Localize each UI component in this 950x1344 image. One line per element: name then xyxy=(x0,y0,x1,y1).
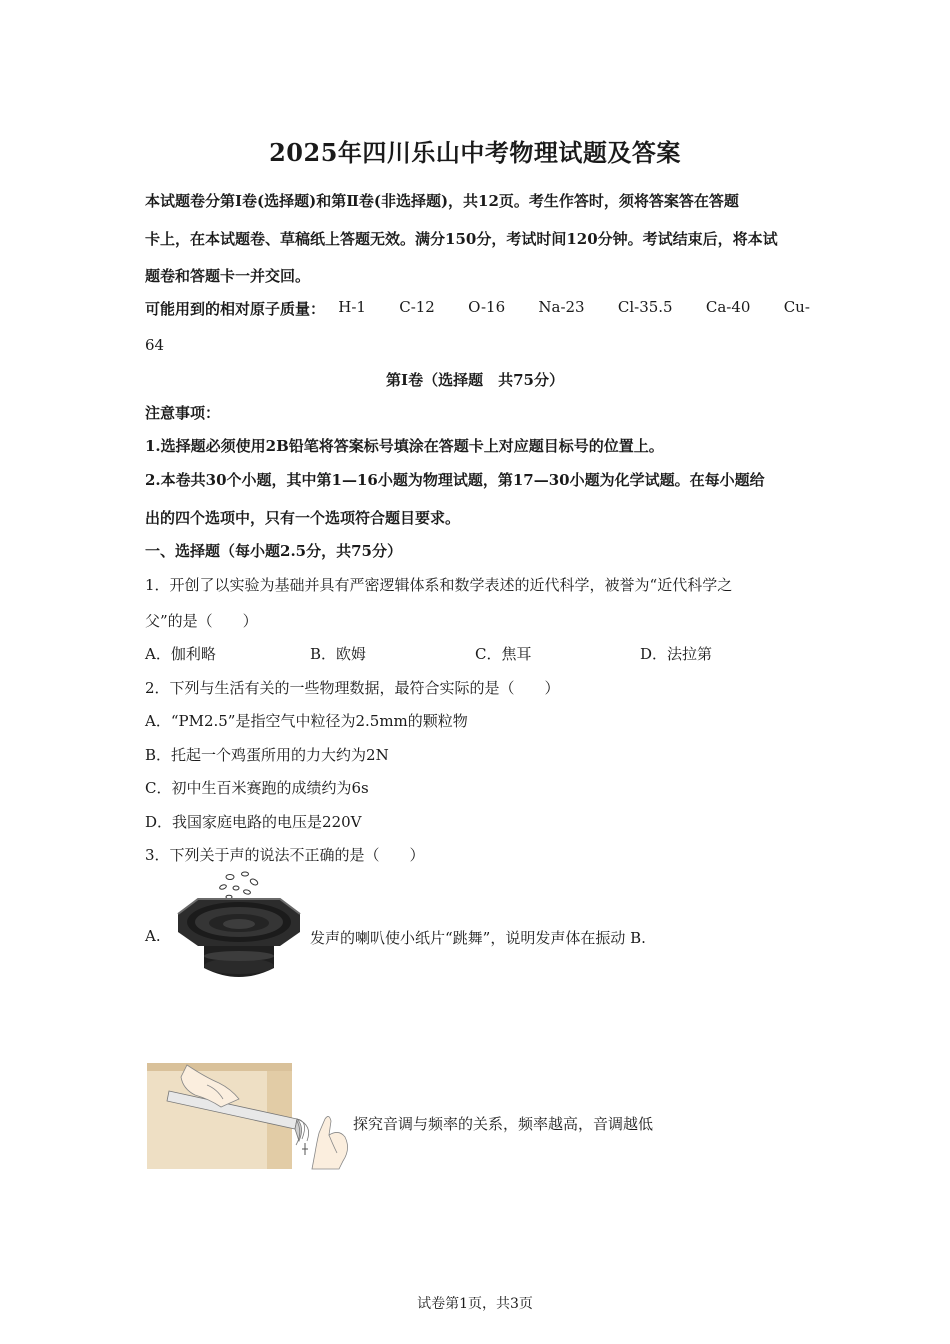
part-heading: 一、选择题（每小题2.5分，共75分） xyxy=(145,542,402,560)
q1-option-d: D．法拉第 xyxy=(640,645,713,663)
paper-bits xyxy=(219,872,259,899)
q2-option-b: B．托起一个鸡蛋所用的力大约为2N xyxy=(145,746,389,764)
q3-stem: 3．下列关于声的说法不正确的是（ ） xyxy=(145,846,425,864)
page-title: 2025年四川乐山中考物理试题及答案 xyxy=(269,138,681,167)
q1-stem-line-1: 1．开创了以实验为基础并具有严密逻辑体系和数学表述的近代科学，被誉为“近代科学之 xyxy=(145,576,733,594)
atomic-mass-cl: Cl-35.5 xyxy=(617,298,673,316)
atomic-mass-na: Na-23 xyxy=(538,298,585,316)
q3-option-a-text: 发声的喇叭使小纸片“跳舞”，说明发声体在振动 B. xyxy=(310,929,646,947)
q1-stem-line-2: 父”的是（ ） xyxy=(145,612,258,630)
notice-label: 注意事项： xyxy=(145,404,221,422)
q2-option-d: D．我国家庭电路的电压是220V xyxy=(145,813,362,831)
intro-line-2: 卡上，在本试题卷、草稿纸上答题无效。满分150分，考试时间120分钟。考试结束后，将本试 xyxy=(145,230,778,248)
q1-option-c: C．焦耳 xyxy=(475,645,532,663)
notice-2-line-2: 出的四个选项中，只有一个选项符合题目要求。 xyxy=(145,509,461,527)
ruler-table-illustration xyxy=(147,1063,352,1169)
page-footer: 试卷第1页，共3页 xyxy=(417,1296,533,1312)
atomic-mass-h: H-1 xyxy=(338,298,366,316)
atomic-mass-line xyxy=(145,298,810,319)
intro-line-3: 题卷和答题卡一并交回。 xyxy=(145,267,311,285)
atomic-mass-ca: Ca-40 xyxy=(705,298,751,316)
atomic-mass-wrap: 64 xyxy=(145,336,165,354)
q2-option-c: C．初中生百米赛跑的成绩约为6s xyxy=(145,779,369,797)
section-heading: 第Ⅰ卷（选择题 共75分） xyxy=(386,371,564,389)
notice-2-line-1: 2.本卷共30个小题，其中第1—16小题为物理试题，第17—30小题为化学试题。在每小题给 xyxy=(145,471,765,489)
q2-stem: 2．下列与生活有关的一些物理数据，最符合实际的是（ ） xyxy=(145,679,560,697)
atomic-mass-o: O-16 xyxy=(468,298,506,316)
q3-option-a-label: A. xyxy=(145,927,161,945)
q1-option-a: A．伽利略 xyxy=(145,645,216,663)
q3-option-b-text: 探究音调与频率的关系，频率越高，音调越低 xyxy=(353,1115,654,1133)
atomic-mass-cu: Cu- xyxy=(783,298,810,316)
atomic-mass-label: 可能用到的相对原子质量： xyxy=(145,300,326,318)
q1-option-b: B．欧姆 xyxy=(310,645,367,663)
notice-1: 1.选择题必须使用2B铅笔将答案标号填涂在答题卡上对应题目标号的位置上。 xyxy=(145,437,664,455)
intro-line-1: 本试题卷分第Ⅰ卷(选择题)和第Ⅱ卷(非选择题)，共12页。考生作答时，须将答案答在答题 xyxy=(145,192,739,210)
right-hand xyxy=(312,1116,348,1169)
atomic-mass-c: C-12 xyxy=(399,298,435,316)
q2-option-a: A．“PM2.5”是指空气中粒径为2.5mm的颗粒物 xyxy=(145,712,468,730)
speaker-illustration xyxy=(168,868,308,986)
